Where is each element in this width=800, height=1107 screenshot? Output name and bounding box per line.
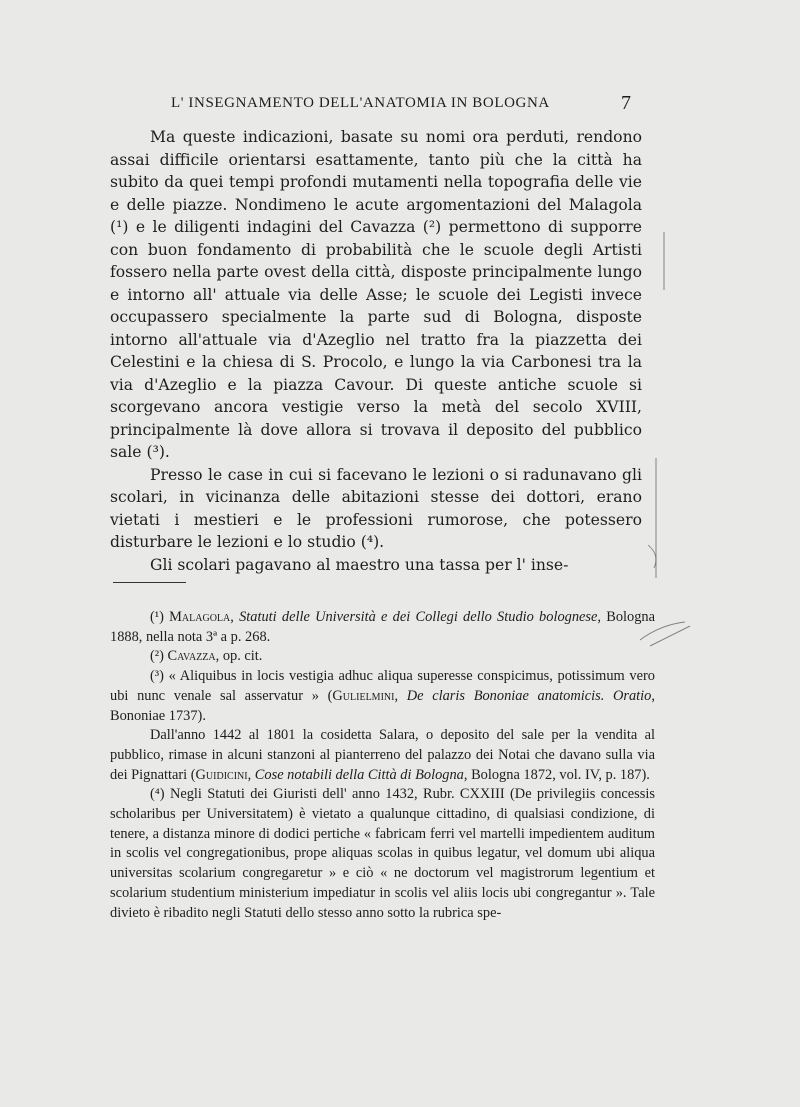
footnote-ref-4: (⁴).	[360, 533, 385, 551]
footnote-3-continued: Dall'anno 1442 al 1801 la cosidetta Salara, o deposito del sale per la vendita al pubblico, rimase in alcuni stanzoni al pianterreno del palazzo dei Notai che davano sulla via dei Pignattari (Guidicini, Cose notabili della Città di Bologna, Bologna 1872, vol. IV, p. 187).	[110, 727, 655, 783]
footnote-1: (¹) Malagola, Statuti delle Università e dei Collegi dello Studio bolognese, Bologna 1888, nella nota 3ª a p. 268.	[110, 609, 655, 645]
paragraph-1: Ma queste indicazioni, basate su nomi ora perduti, rendono assai difficile orientarsi esattamente, tanto più che la città ha subito da quei tempi profondi mutamenti nella topografia delle vie e delle piazze. Nondimeno le acute argomentazioni del Malagola (¹) e le diligenti indagini del Cavazza (²) permettono di supporre con buon fondamento di probabilità che le scuole degli Artisti fossero nella parte ovest della città, disposte principalmente lungo e intorno all' attuale via delle Asse; le scuole dei Legisti invece occupassero specialmente la parte sud di Bologna, disposte intorno all'attuale via d'Azeglio nel tratto fra la piazzetta dei Celestini e la chiesa di S. Procolo, e lungo la via Carbonesi tra la via d'Azeglio e la piazza Cavour. Di queste antiche scuole si scorgevano ancora vestigie verso la metà del secolo XVIII, principalmente là dove allora si trovava il deposito del pubblico sale (³).	[110, 128, 642, 461]
paragraph-2: Presso le case in cui si facevano le lezioni o si radunavano gli scolari, in vicinanza delle abitazioni stesse dei dottori, erano vietati i mestieri e le professioni rumorose, che potessero disturbare le lezioni e lo studio (⁴).	[110, 465, 642, 551]
running-title: L' INSEGNAMENTO DELL'ANATOMIA IN BOLOGNA	[171, 95, 550, 111]
footnote-ref-3: (³).	[146, 443, 170, 461]
footnote-ref-2: (²)	[422, 218, 442, 236]
paragraph-3: Gli scolari pagavano al maestro una tassa per l' inse-	[150, 555, 569, 574]
footnote-ref-1: (¹)	[110, 218, 129, 236]
footnote-2: (²) Cavazza, op. cit.	[150, 648, 263, 665]
footnotes	[110, 608, 655, 923]
pencil-tick	[648, 545, 656, 568]
footnote-separator	[113, 582, 186, 583]
footnote-3: (³) « Aliquibus in locis vestigia adhuc aliqua superesse conspicimus, potissimum vero ubi nunc venale sal asservatur » (Gulielmini, De claris Bononiae anatomicis. Oratio, Bononiae 1737).	[110, 668, 655, 724]
footnote-4: (⁴) Negli Statuti dei Giuristi dell' anno 1432, Rubr. CXXIII (De privilegiis concessis scholaribus per Universitatem) è vietato a qualunque cittadino, di qualsiasi condizione, di tenere, a distanza minore di dodici pertiche « fabricam ferri vel martelli impedientem auditum in scolis vel congregationibus, prope aliquas scolas in quibus legatur, vel domum ubi aliqua universitas scolarium congregaretur » e ciò « ne doctorum vel magistrorum legentium et scolarium studentium ministerium impediatur in scolis vel aliis locis ubi congregantur ». Tale divieto è ribadito negli Statuti dello stesso anno sotto la rubrica spe-	[110, 786, 655, 921]
page-number: 7	[621, 92, 631, 114]
main-text	[110, 126, 642, 576]
page-header	[171, 92, 631, 117]
